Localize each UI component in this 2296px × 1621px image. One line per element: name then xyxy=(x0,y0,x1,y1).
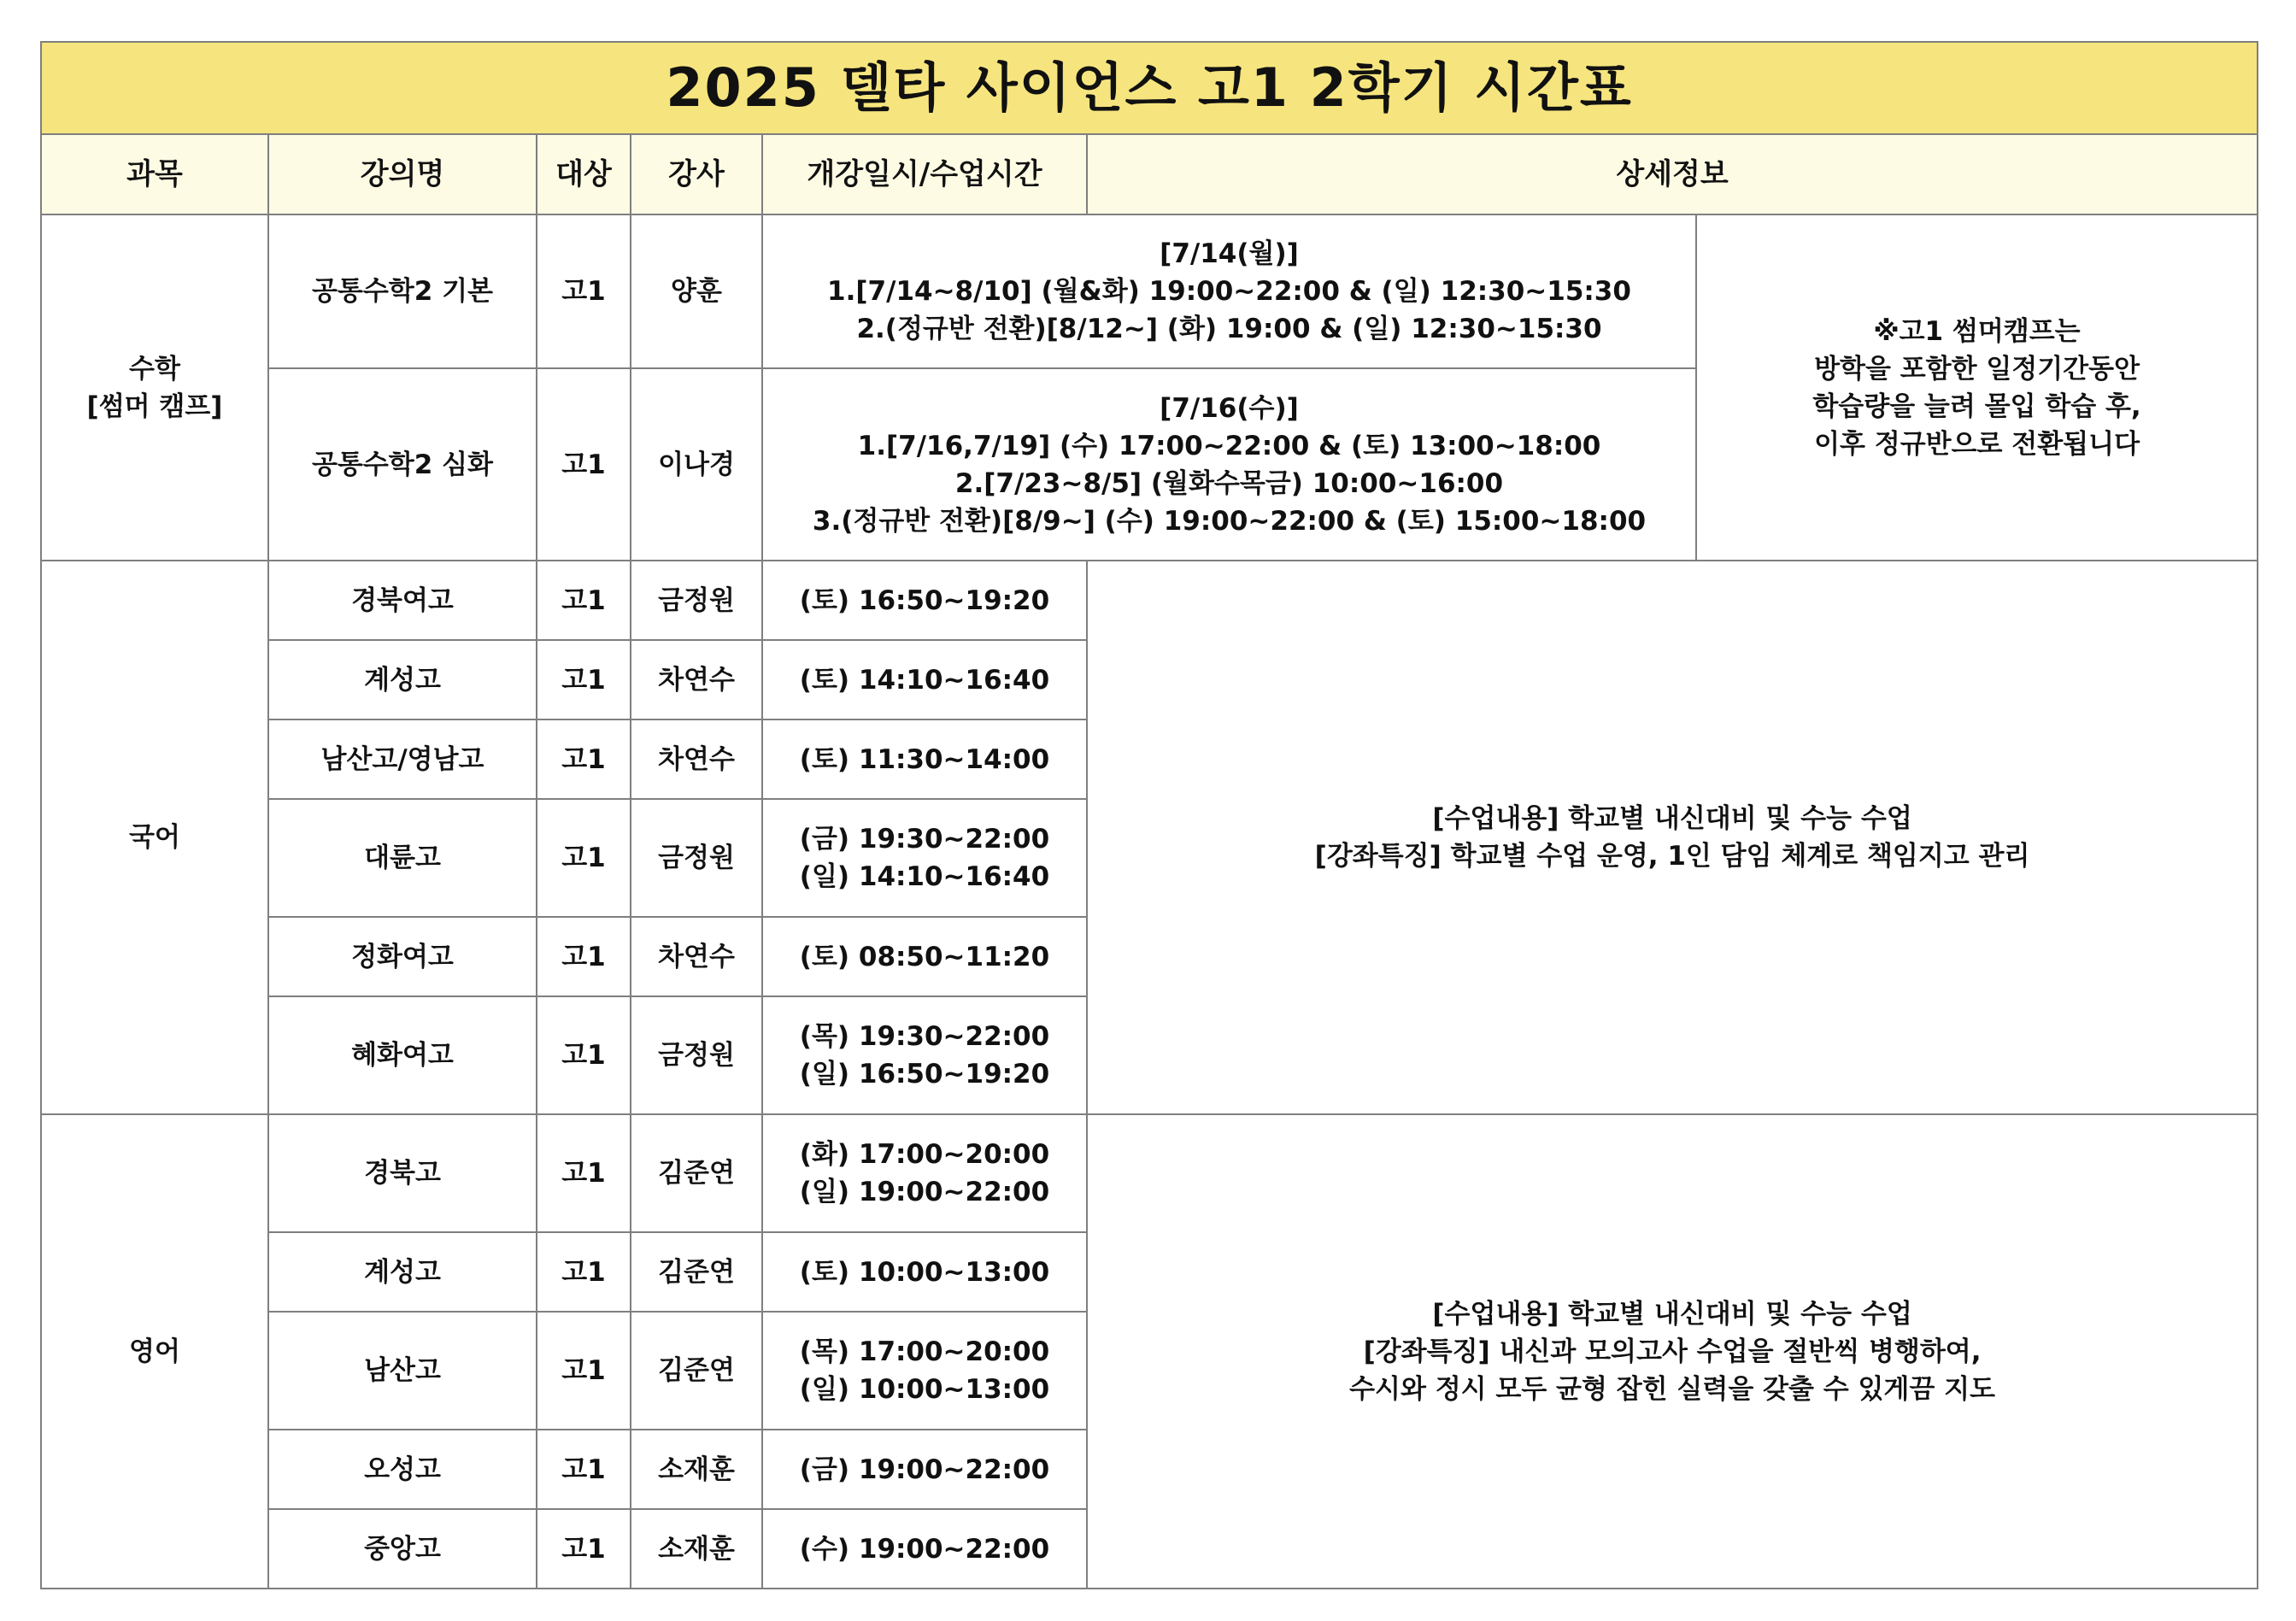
schedule-text: (토) 10:00~13:00 xyxy=(762,1232,1087,1312)
korean-details: [수업내용] 학교별 내신대비 및 수능 수업 [강좌특징] 학교별 수업 운영, 1인 담임 체계로 책임지고 관리 xyxy=(1087,561,2258,1114)
course-name: 공통수학2 심화 xyxy=(268,368,537,561)
teacher-name: 김준연 xyxy=(631,1312,762,1430)
header-target: 대상 xyxy=(537,134,631,214)
english-details: [수업내용] 학교별 내신대비 및 수능 수업 [강좌특징] 내신과 모의고사 수업을 절반씩 병행하여, 수시와 정시 모두 균형 잡힌 실력을 갖출 수 있게끔 지도 xyxy=(1087,1114,2258,1589)
course-name: 남산고 xyxy=(268,1312,537,1430)
target-grade: 고1 xyxy=(537,1509,631,1589)
header-schedule: 개강일시/수업시간 xyxy=(762,134,1087,214)
schedule-text: (화) 17:00~20:00 (일) 19:00~22:00 xyxy=(762,1114,1087,1232)
math-camp-note: ※고1 썸머캠프는 방학을 포함한 일정기간동안 학습량을 늘려 몰입 학습 후, 이후 정규반으로 전환됩니다 xyxy=(1696,214,2258,561)
schedule-text: (금) 19:30~22:00 (일) 14:10~16:40 xyxy=(762,799,1087,917)
target-grade: 고1 xyxy=(537,1232,631,1312)
teacher-name: 차연수 xyxy=(631,719,762,799)
teacher-name: 소재훈 xyxy=(631,1430,762,1509)
header-subject: 과목 xyxy=(41,134,268,214)
course-name: 계성고 xyxy=(268,1232,537,1312)
target-grade: 고1 xyxy=(537,1312,631,1430)
schedule-text: (토) 11:30~14:00 xyxy=(762,719,1087,799)
teacher-name: 차연수 xyxy=(631,917,762,996)
target-grade: 고1 xyxy=(537,917,631,996)
teacher-name: 김준연 xyxy=(631,1114,762,1232)
teacher-name: 이나경 xyxy=(631,368,762,561)
header-course: 강의명 xyxy=(268,134,537,214)
subject-english: 영어 xyxy=(41,1114,268,1589)
target-grade: 고1 xyxy=(537,561,631,640)
table-row xyxy=(41,561,2258,640)
schedule-text: (목) 19:30~22:00 (일) 16:50~19:20 xyxy=(762,996,1087,1114)
teacher-name: 금정원 xyxy=(631,996,762,1114)
course-name: 오성고 xyxy=(268,1430,537,1509)
timetable-page xyxy=(40,41,2257,1589)
teacher-name: 김준연 xyxy=(631,1232,762,1312)
teacher-name: 양훈 xyxy=(631,214,762,368)
schedule-text: (수) 19:00~22:00 xyxy=(762,1509,1087,1589)
schedule-text: [7/14(월)] 1.[7/14~8/10] (월&화) 19:00~22:00 & (일) 12:30~15:30 2.(정규반 전환)[8/12~] (화) 19:00 & (일) 12:30~15:30 xyxy=(762,214,1696,368)
schedule-text: (목) 17:00~20:00 (일) 10:00~13:00 xyxy=(762,1312,1087,1430)
target-grade: 고1 xyxy=(537,214,631,368)
course-name: 공통수학2 기본 xyxy=(268,214,537,368)
course-name: 혜화여고 xyxy=(268,996,537,1114)
header-row xyxy=(41,134,2258,214)
header-details: 상세정보 xyxy=(1087,134,2258,214)
target-grade: 고1 xyxy=(537,799,631,917)
teacher-name: 소재훈 xyxy=(631,1509,762,1589)
teacher-name: 금정원 xyxy=(631,799,762,917)
course-name: 중앙고 xyxy=(268,1509,537,1589)
teacher-name: 차연수 xyxy=(631,640,762,719)
subject-math: 수학 [썸머 캠프] xyxy=(41,214,268,561)
table-row xyxy=(41,1114,2258,1232)
schedule-text: (금) 19:00~22:00 xyxy=(762,1430,1087,1509)
subject-korean: 국어 xyxy=(41,561,268,1114)
title-row xyxy=(41,42,2258,134)
course-name: 경북고 xyxy=(268,1114,537,1232)
target-grade: 고1 xyxy=(537,640,631,719)
schedule-text: (토) 14:10~16:40 xyxy=(762,640,1087,719)
table-row xyxy=(41,214,2258,368)
target-grade: 고1 xyxy=(537,368,631,561)
course-name: 남산고/영남고 xyxy=(268,719,537,799)
target-grade: 고1 xyxy=(537,1114,631,1232)
target-grade: 고1 xyxy=(537,719,631,799)
schedule-text: (토) 16:50~19:20 xyxy=(762,561,1087,640)
course-name: 계성고 xyxy=(268,640,537,719)
header-teacher: 강사 xyxy=(631,134,762,214)
target-grade: 고1 xyxy=(537,996,631,1114)
course-name: 대륜고 xyxy=(268,799,537,917)
course-name: 경북여고 xyxy=(268,561,537,640)
schedule-text: [7/16(수)] 1.[7/16,7/19] (수) 17:00~22:00 & (토) 13:00~18:00 2.[7/23~8/5] (월화수목금) 10:00~16:00 3.(정규반 전환)[8/9~] (수) 19:00~22:00 & (토) 15:00~18:00 xyxy=(762,368,1696,561)
schedule-text: (토) 08:50~11:20 xyxy=(762,917,1087,996)
course-name: 정화여고 xyxy=(268,917,537,996)
target-grade: 고1 xyxy=(537,1430,631,1509)
page-title: 2025 델타 사이언스 고1 2학기 시간표 xyxy=(41,42,2258,134)
teacher-name: 금정원 xyxy=(631,561,762,640)
timetable xyxy=(40,41,2258,1589)
